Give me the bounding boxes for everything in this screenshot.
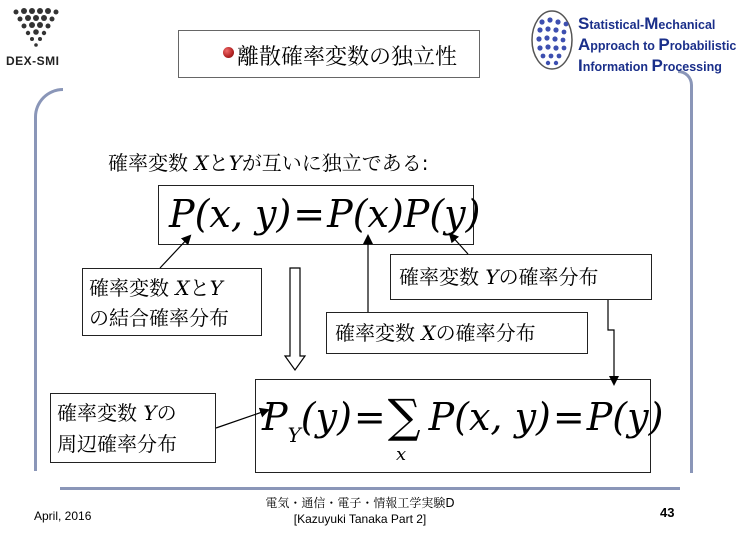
formula-top-eq: = (293, 192, 326, 236)
arrow-py-label-to-bottom-py (608, 300, 614, 384)
arrow-marginal-to-pyy (216, 410, 268, 428)
arrow-py-label-to-py (450, 234, 468, 254)
footer-center (250, 495, 470, 527)
footer-author: [Kazuyuki Tanaka Part 2] (293, 512, 427, 526)
formula-top-rhs2: P(y) (403, 192, 481, 236)
label-py-distribution: 確率変数 Yの確率分布 (390, 254, 652, 300)
page-title: 離散確率変数の独立性 (237, 45, 458, 70)
formula-bottom-subscript: Y (287, 423, 301, 447)
formula-bottom-lhs-arg: (y) (300, 395, 352, 439)
arrow-joint-to-pxy (160, 236, 190, 268)
logo-line-3: Information Processing (578, 56, 722, 75)
independence-statement: 確率変数 XとYが互いに独立である: (108, 151, 429, 175)
formula-bottom-term: P(x, y) (428, 395, 551, 439)
logo-line-1: Statistical-Mechanical (578, 14, 716, 33)
label-joint-distribution: 確率変数 XとY の結合確率分布 (82, 268, 262, 336)
formula-bottom-eq2: = (552, 395, 585, 439)
label-marginal-distribution: 確率変数 Yの 周辺確率分布 (50, 393, 216, 463)
formula-top-rhs1: P(x) (327, 192, 404, 236)
logo-line-2: Approach to Probabilistic (578, 35, 736, 54)
formula-top-lhs: P(x, y) (169, 192, 292, 236)
footer-course: 電気・通信・電子・情報工学実験D (265, 496, 455, 510)
page-number: 43 (660, 505, 675, 520)
footer-date: April, 2016 (34, 509, 92, 523)
hollow-down-arrow (285, 268, 305, 370)
sum-subscript: x (396, 444, 407, 465)
formula-bottom-P: P (262, 395, 288, 439)
dex-smi-logo-text: DEX-SMI (6, 54, 60, 68)
sum-symbol: ∑ (387, 389, 421, 443)
label-px-distribution: 確率変数 Xの確率分布 (326, 312, 588, 354)
formula-bottom-eq1: = (353, 395, 386, 439)
formula-bottom-rhs: P(y) (586, 395, 664, 439)
